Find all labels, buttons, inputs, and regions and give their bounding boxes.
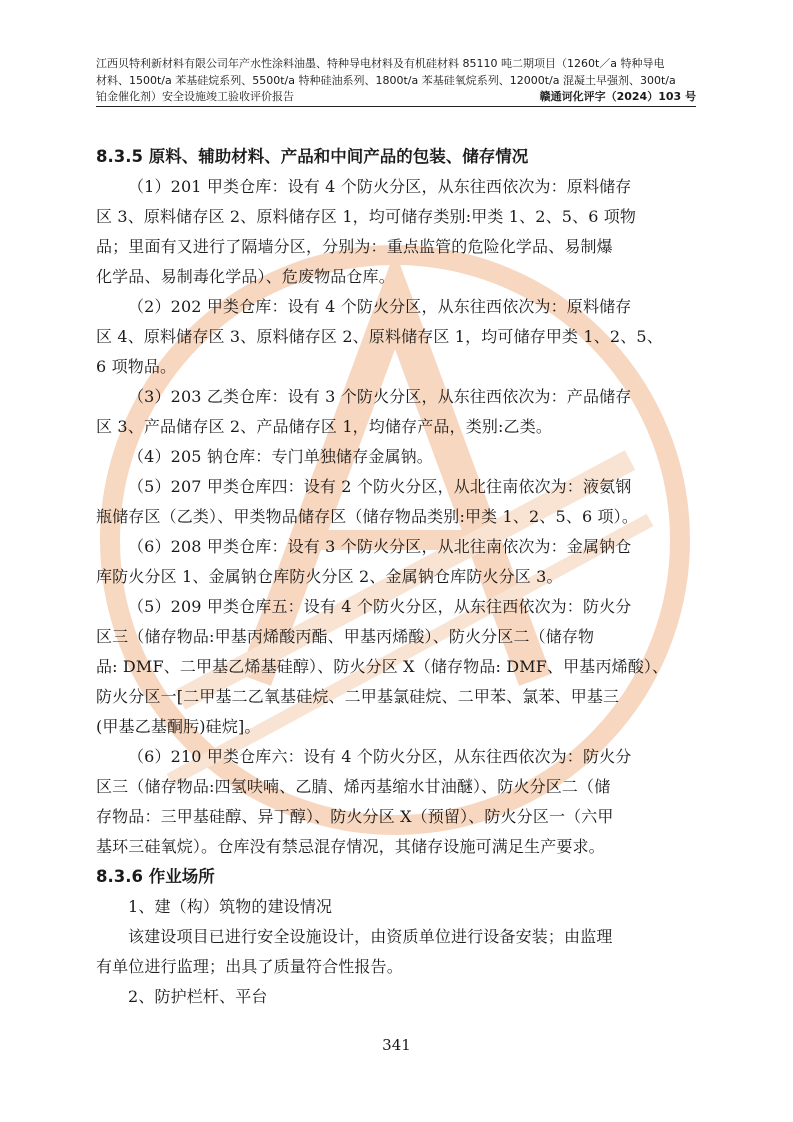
paragraph-line: （5）209 甲类仓库五：设有 4 个防火分区，从东往西依次为：防火分: [128, 597, 632, 616]
subheading-text: 1、建（构）筑物的建设情况: [128, 897, 333, 916]
paragraph-line: 基环三硅氧烷）。仓库没有禁忌混存情况，其储存设施可满足生产要求。: [96, 837, 605, 856]
storage-paragraph: [96, 592, 700, 742]
section-heading-8-3-6: 8.3.6 作业场所: [96, 867, 215, 886]
paragraph-line: （6）210 甲类仓库六：设有 4 个防火分区，从东往西依次为：防火分: [128, 747, 632, 766]
paragraph-line: 品: DMF、二甲基乙烯基硅醇）、防火分区 X（储存物品: DMF、甲基丙烯酸）、: [96, 657, 669, 676]
report-reference-number: 赣通诃化评字（2024）103 号: [539, 90, 696, 103]
paragraph-line: (甲基乙基酮肟)硅烷]。: [96, 717, 261, 736]
page-body: [96, 142, 700, 1012]
header-title-line-2: 材料、1500t/a 苯基硅烷系列、5500t/a 特种硅油系列、1800t/a 苯基硅氧烷系列、12000t/a 混凝土早强剂、300t/a: [96, 73, 676, 87]
building-construction-paragraph: [96, 922, 700, 982]
header-title-line-3: [96, 89, 696, 106]
storage-paragraph: [96, 382, 700, 442]
paragraph-line: 防火分区一[二甲基二乙氧基硅烷、二甲基氯硅烷、二甲苯、氯苯、甲基三: [96, 687, 620, 706]
storage-paragraph: [96, 472, 700, 532]
paragraph-line: 6 项物品。: [96, 357, 177, 376]
paragraph-line: （4）205 钠仓库：专门单独储存金属钠。: [128, 447, 433, 466]
subheading-text: 2、防护栏杆、平台: [128, 987, 268, 1006]
paragraph-line: 品；里面有又进行了隔墙分区，分别为：重点监管的危险化学品、易制爆: [96, 237, 613, 256]
section-8-3-5-paragraphs: [96, 172, 700, 862]
paragraph-line: 化学品、易制毒化学品）、危废物品仓库。: [96, 267, 395, 286]
paragraph-line: 区 4、原料储存区 3、原料储存区 2、原料储存区 1，均可储存甲类 1、2、5、: [96, 327, 663, 346]
page-number: 341: [382, 1036, 411, 1054]
page-header: [96, 56, 696, 106]
storage-paragraph: [96, 442, 700, 472]
subheading-railings-platforms: [96, 982, 700, 1012]
paragraph-line: 区 3、产品储存区 2、产品储存区 1，均储存产品，类别:乙类。: [96, 417, 552, 436]
paragraph-line: 该建设项目已进行安全设施设计，由资质单位进行设备安装；由监理: [128, 927, 613, 946]
header-divider: [96, 106, 696, 107]
paragraph-line: （2）202 甲类仓库：设有 4 个防火分区，从东往西依次为：原料储存: [128, 297, 632, 316]
paragraph-line: 瓶储存区（乙类）、甲类物品储存区（储存物品类别:甲类 1、2、5、6 项）。: [96, 507, 638, 526]
storage-paragraph: [96, 532, 700, 592]
paragraph-line: 库防火分区 1、金属钠仓库防火分区 2、金属钠仓库防火分区 3。: [96, 567, 563, 586]
header-title-line-3-text: 铂金催化剂）安全设施竣工验收评价报告: [96, 90, 294, 103]
paragraph-line: 区三（储存物品:四氢呋喃、乙腈、烯丙基缩水甘油醚）、防火分区二（储: [96, 777, 611, 796]
paragraph-line: 区 3、原料储存区 2、原料储存区 1，均可储存类别:甲类 1、2、5、6 项物: [96, 207, 637, 226]
subheading-building-construction: [96, 892, 700, 922]
paragraph-line: （1）201 甲类仓库：设有 4 个防火分区，从东往西依次为：原料储存: [128, 177, 632, 196]
paragraph-line: 区三（储存物品:甲基丙烯酸丙酯、甲基丙烯酸）、防火分区二（储存物: [96, 627, 595, 646]
storage-paragraph: [96, 292, 700, 382]
section-heading-8-3-5: 8.3.5 原料、辅助材料、产品和中间产品的包装、储存情况: [96, 147, 529, 166]
paragraph-line: 存物品：三甲基硅醇、异丁醇）、防火分区 X（预留）、防火分区一（六甲: [96, 807, 614, 826]
paragraph-line: （5）207 甲类仓库四：设有 2 个防火分区，从北往南依次为：液氨钢: [128, 477, 632, 496]
paragraph-line: 有单位进行监理；出具了质量符合性报告。: [96, 957, 403, 976]
paragraph-line: （3）203 乙类仓库：设有 3 个防火分区，从东往西依次为：产品储存: [128, 387, 632, 406]
storage-paragraph: [96, 172, 700, 292]
header-title-line-1: 江西贝特利新材料有限公司年产水性涂料油墨、特种导电材料及有机硅材料 85110 吨二期项目（1260t／a 特种导电: [96, 57, 665, 70]
paragraph-line: （6）208 甲类仓库：设有 3 个防火分区，从北往南依次为：金属钠仓: [128, 537, 632, 556]
storage-paragraph: [96, 742, 700, 862]
